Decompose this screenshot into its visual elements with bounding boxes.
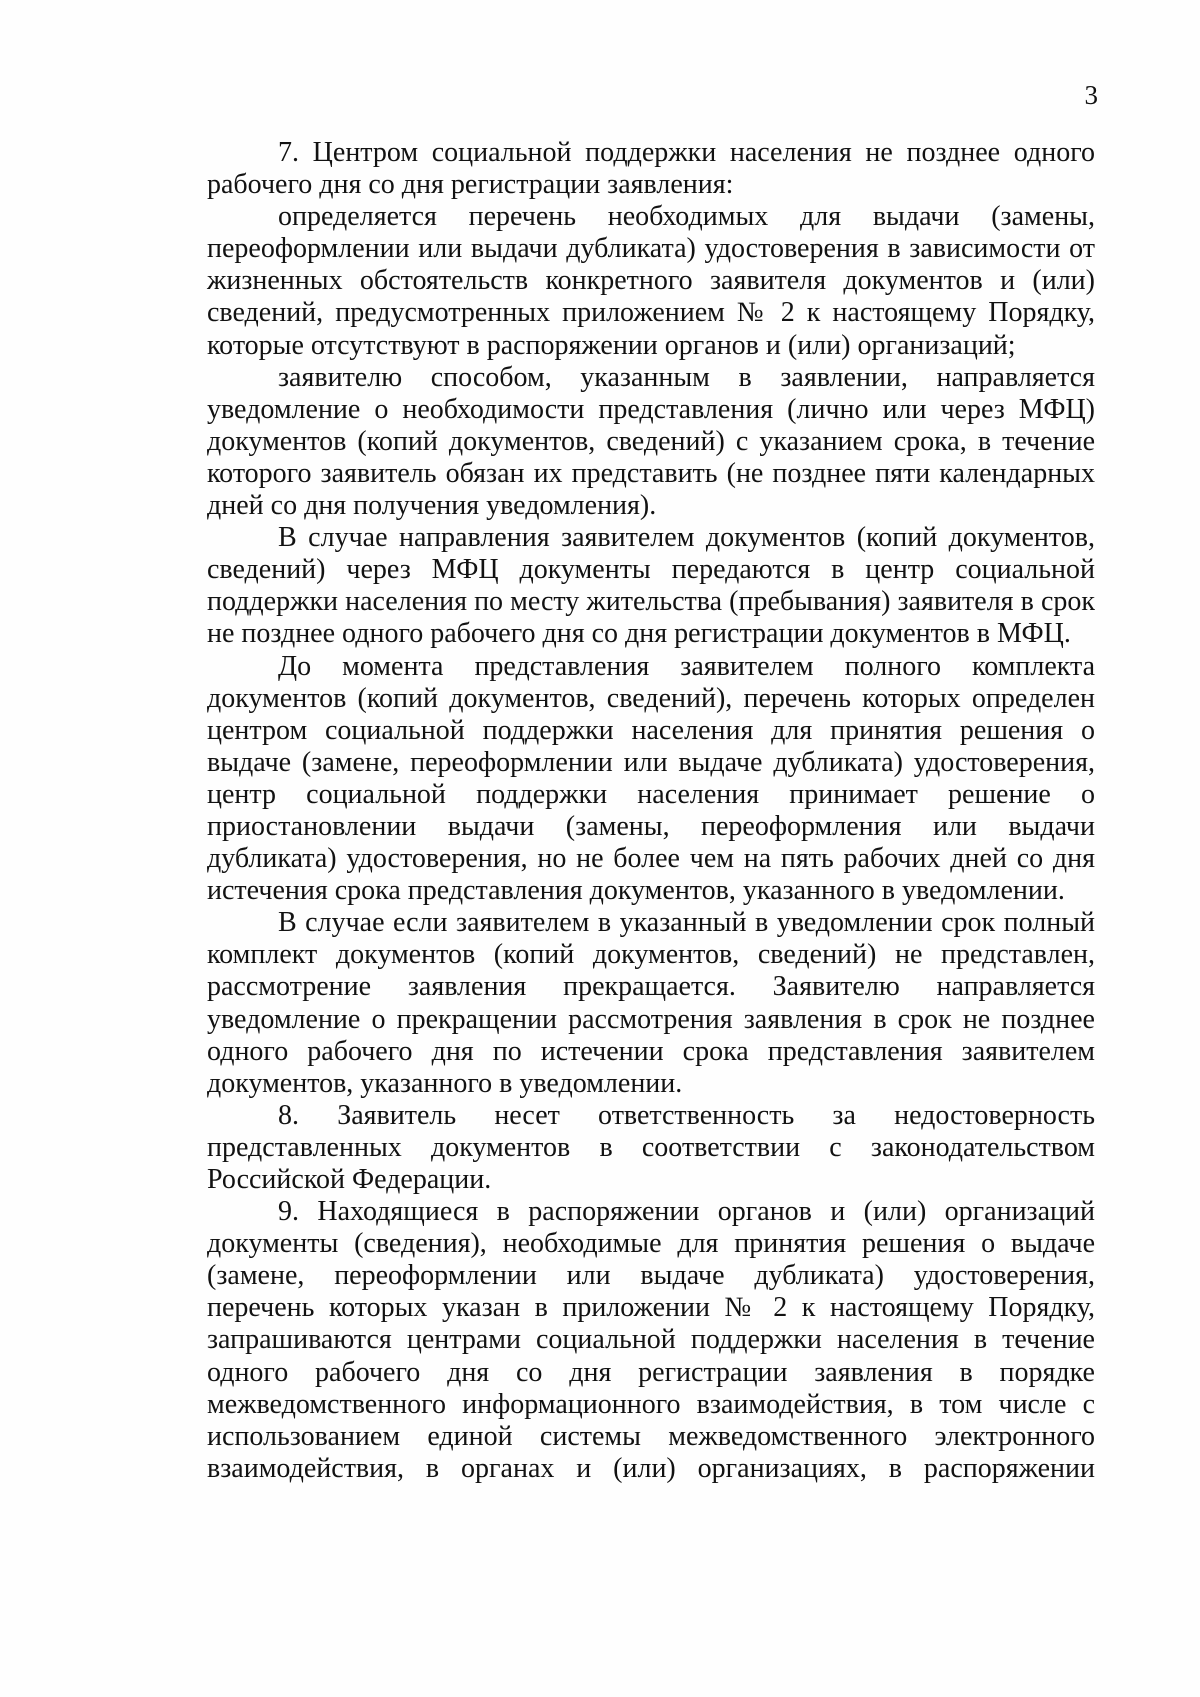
paragraph-7-list-documents: определяется перечень необходимых для выдачи (замены, переоформлении или выдачи дубликата) удостоверения в зависимости от жизненных обстоятельств конкретного заявителя документов и (или) сведений, предусмотренных приложением № 2 к настоящему Порядку, которые отсутствуют в распоряжении органов и (или) организаций; [207, 201, 1095, 361]
paragraph-8-responsibility: 8. Заявитель несет ответственность за недостоверность представленных документов в соответствии с законодательством Российской Федерации. [207, 1099, 1095, 1195]
paragraph-7-intro: 7. Центром социальной поддержки населения не позднее одного рабочего дня со дня регистрации заявления: [207, 137, 1095, 201]
paragraph-7-notification: заявителю способом, указанным в заявлении, направляется уведомление о необходимости представления (лично или через МФЦ) документов (копий документов, сведений) с указанием срока, в течение которого заявитель обязан их представить (не позднее пяти календарных дней со дня получения уведомления). [207, 361, 1095, 522]
paragraph-suspension: До момента представления заявителем полного комплекта документов (копий документов, сведений), перечень которых определен центром социальной поддержки населения для принятия решения о выдаче (замене, переоформлении или выдаче дубликата) удостоверения, центр социальной поддержки населения принимает решение о приостановлении выдачи (замены, переоформления или выдачи дубликата) удостоверения, но не более чем на пять рабочих дней со дня истечения срока представления документов, указанного в уведомлении. [207, 650, 1095, 907]
paragraph-9-interagency: 9. Находящиеся в распоряжении органов и (или) организаций документы (сведения), необходимые для принятия решения о выдаче (замене, переоформлении или выдаче дубликата) удостоверения, перечень которых указан в приложении № 2 к настоящему Порядку, запрашиваются центрами социальной поддержки населения в течение одного рабочего дня со дня регистрации заявления в порядке межведомственного информационного взаимодействия, в том числе с использованием единой системы межведомственного электронного взаимодействия, в органах и (или) организациях, в распоряжении [207, 1196, 1095, 1484]
paragraph-mfc-transfer: В случае направления заявителем документов (копий документов, сведений) через МФЦ документы передаются в центр социальной поддержки населения по месту жительства (пребывания) заявителя в срок не позднее одного рабочего дня со дня регистрации документов в МФЦ. [207, 522, 1095, 650]
document-body [207, 137, 1095, 1485]
page-number: 3 [1084, 80, 1098, 110]
paragraph-termination: В случае если заявителем в указанный в уведомлении срок полный комплект документов (копий документов, сведений) не представлен, рассмотрение заявления прекращается. Заявителю направляется уведомление о прекращении рассмотрения заявления в срок не позднее одного рабочего дня по истечении срока представления заявителем документов, указанного в уведомлении. [207, 907, 1095, 1099]
